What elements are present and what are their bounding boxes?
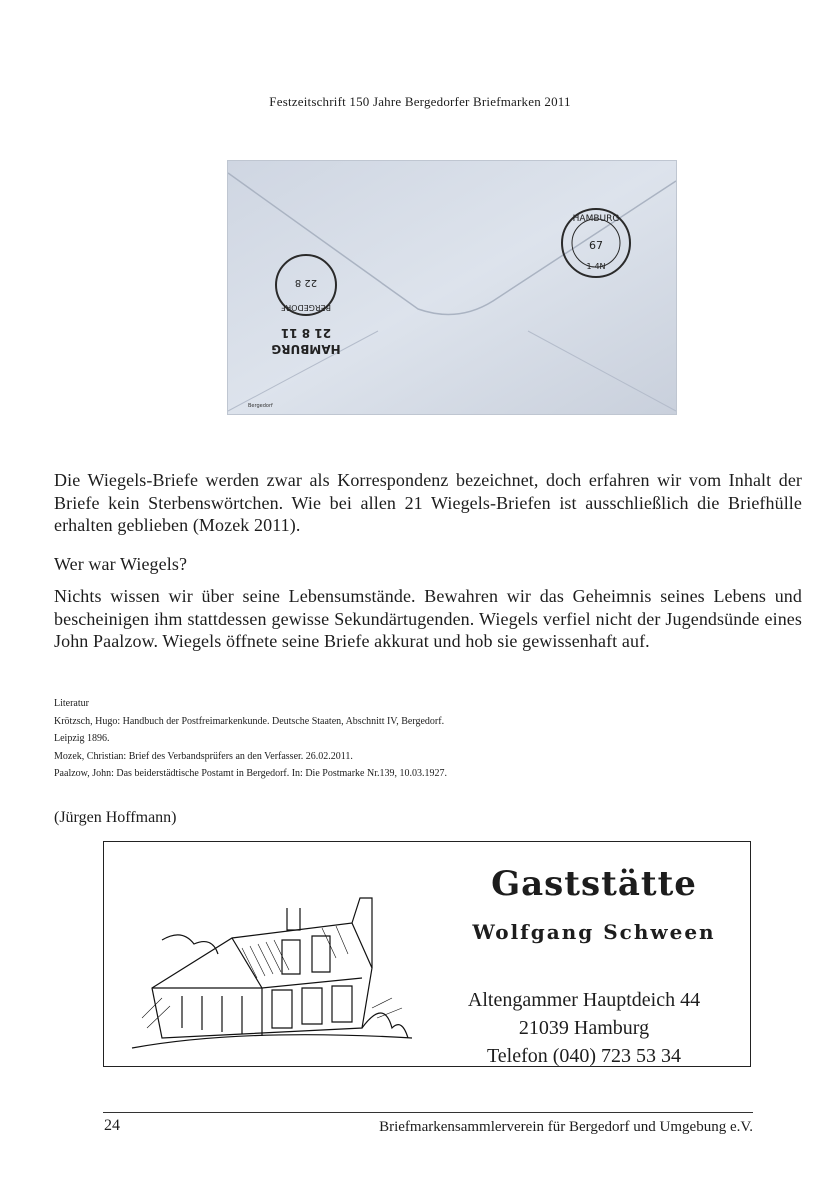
footer-organization: Briefmarkensammlerverein für Bergedorf und Umgebung e.V. (379, 1119, 753, 1135)
page-header: Festzeitschrift 150 Jahre Bergedorfer Briefmarken 2011 (269, 94, 571, 109)
references-list (54, 695, 654, 783)
postmark-right-line2: 67 (589, 239, 603, 252)
ad-owner: Wolfgang Schween (472, 920, 716, 944)
hamburg-postmark-right (562, 209, 630, 277)
author-credit: (Jürgen Hoffmann) (54, 809, 177, 826)
footer-divider (103, 1112, 753, 1113)
reference-item: Mozek, Christian: Brief des Verbandsprüfers an den Verfasser. 26.02.2011. (54, 750, 353, 762)
reference-item: Leipzig 1896. (54, 733, 110, 744)
postmark-right-line1: HAMBURG (572, 214, 620, 224)
reference-item: Paalzow, John: Das beiderstädtische Postamt in Bergedorf. In: Die Postmarke Nr.139, 10.03.1927. (54, 768, 447, 779)
paragraph-intro: Die Wiegels-Briefe werden zwar als Korrespondenz bezeichnet, doch erfahren wir vom Inhalt der Briefe kein Sterbenswörtchen. Wie bei allen 21 Wiegels-Briefen ist ausschließlich die Briefhülle erhalten geblieben (Mozek 2011). (54, 470, 802, 535)
references-heading: Literatur (54, 698, 89, 709)
ad-title: Gaststätte (491, 864, 697, 904)
postmark-left-line1: HAMBURG (271, 342, 341, 356)
restaurant-building-sketch (122, 878, 412, 1058)
reference-item: Krötzsch, Hugo: Handbuch der Postfreimarkenkunde. Deutsche Staaten, Abschnitt IV, Bergedorf. (54, 715, 445, 727)
question-heading: Wer war Wiegels? (54, 554, 188, 574)
paragraph-main: Nichts wissen wir über seine Lebensumstände. Bewahren wir das Geheimnis seines Lebens und bescheinigen ihm stattdessen gewisse Sekundärtugenden. Wiegels verfiel nicht der Jugendsünde eines John Paalzow. Wiegels öffnete seine Briefe akkurat und hob sie gewissenhaft auf. (54, 586, 802, 651)
postmark-right-line3: 1-4N (586, 262, 606, 271)
postmark-left-line4: 22 8 (294, 277, 318, 288)
advertisement-box (103, 841, 751, 1067)
ad-phone: Telefon (040) 723 53 34 (486, 1045, 682, 1067)
postmark-left-line3: BERGEDORF (281, 303, 331, 312)
envelope-photo (227, 160, 677, 415)
postmark-left-line2: 21 8 11 (280, 326, 332, 340)
ad-city: 21039 Hamburg (518, 1017, 650, 1039)
envelope-small-mark: Bergedorf (248, 403, 273, 409)
page-number: 24 (104, 1117, 120, 1134)
ad-address: Altengammer Hauptdeich 44 (467, 989, 701, 1011)
envelope-back-illustration (228, 161, 676, 414)
